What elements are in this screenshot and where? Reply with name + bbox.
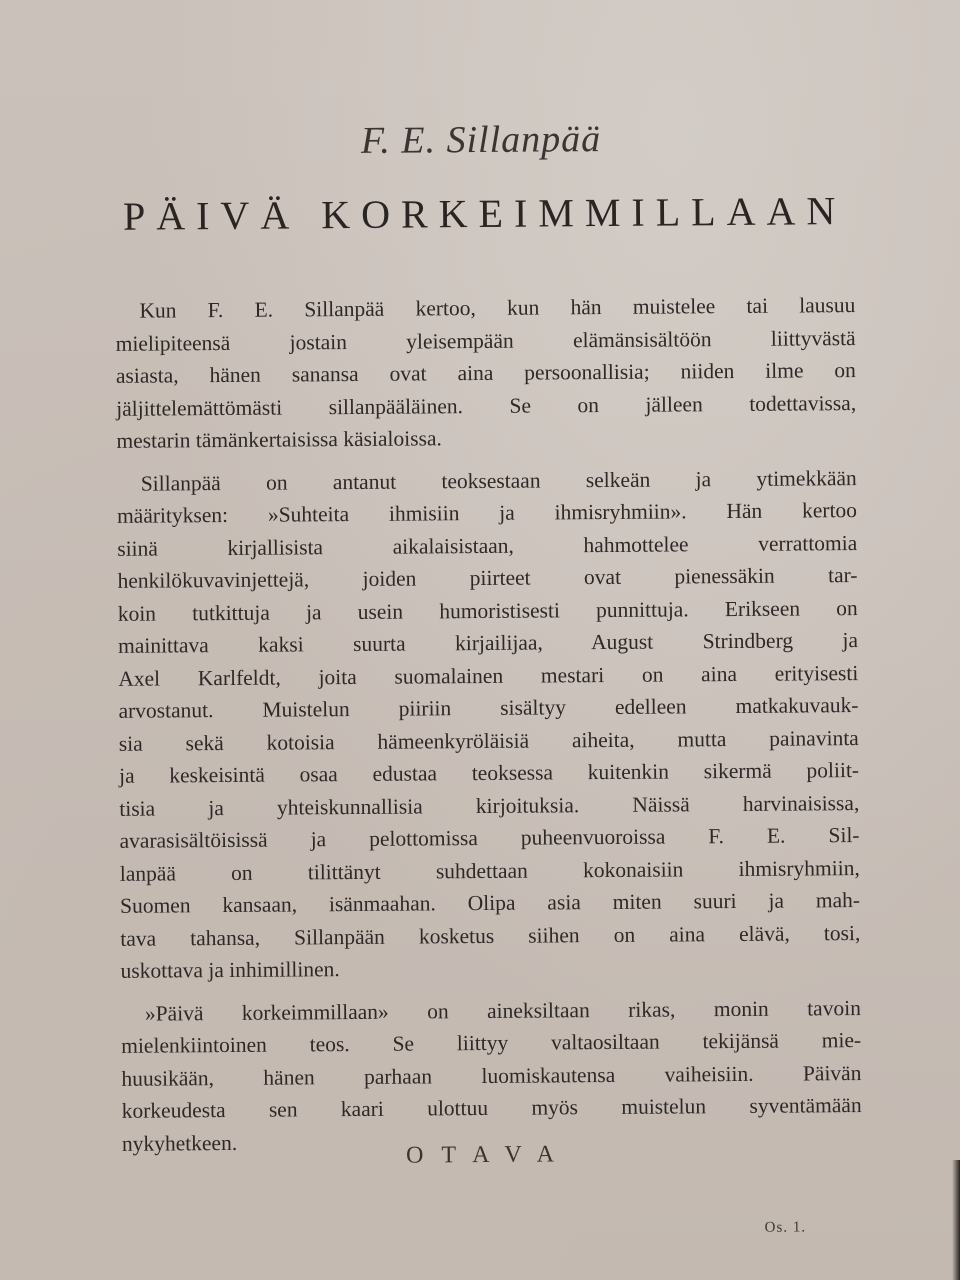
text-line: tisia ja yhteiskunnallisia kirjoituksia. Näissä harvinaisissa, bbox=[119, 790, 860, 821]
text-line: asiasta, hänen sanansa ovat aina persoonallisia; niiden ilme on bbox=[115, 358, 856, 388]
text-line: määrityksen: »Suhteita ihmisiin ja ihmisryhmiin». Hän kertoo bbox=[116, 498, 858, 528]
text-line: mielenkiintoinen teos. Se liittyy valtaosiltaan tekijänsä mie- bbox=[121, 1028, 862, 1058]
text-line: korkeudesta sen kaari ulottuu myös muistelun syventämään bbox=[121, 1093, 862, 1123]
text-line: sia sekä kotoisia hämeenkyröläisiä aiheita, mutta painavinta bbox=[118, 725, 859, 756]
text-line: jäljittelemättömästi sillanpääläinen. Se on jälleen todettavissa, bbox=[116, 390, 857, 421]
text-line: ja keskeisintä osaa edustaa teoksessa kuitenkin sikermä poliit- bbox=[118, 758, 860, 788]
text-line: uskottava ja inhimillinen. bbox=[120, 957, 340, 983]
blurb-text bbox=[115, 289, 862, 1160]
paragraph-3 bbox=[121, 992, 862, 1160]
book-title: PÄIVÄ KORKEIMMILLAAN bbox=[122, 188, 847, 239]
text-line: »Päivä korkeimmillaan» on aineksiltaan rikas, monin tavoin bbox=[144, 995, 861, 1026]
text-line: mainittava kaksi suurta kirjailijaa, August Strindberg ja bbox=[117, 628, 859, 658]
text-line: Axel Karlfeldt, joita suomalainen mestari on aina erityisesti bbox=[118, 660, 859, 691]
text-line: mestarin tämänkertaisissa käsialoissa. bbox=[116, 426, 442, 453]
text-line: huusikään, hänen parhaan luomiskautensa vaiheisiin. Päivän bbox=[121, 1060, 862, 1091]
text-line: nykyhetkeen. bbox=[121, 1130, 238, 1156]
text-line: arvostanut. Muistelun piiriin sisältyy edelleen matkakuvauk- bbox=[118, 693, 859, 723]
paragraph-2 bbox=[117, 462, 861, 988]
text-line: mielipiteensä jostain yleisempään elämänsisältöön liittyvästä bbox=[115, 325, 856, 356]
text-line: koin tutkittuja ja usein humoristisesti punnittuja. Erikseen on bbox=[117, 595, 858, 626]
text-line: Sillanpää on antanut teoksestaan selkeän ja ytimekkään bbox=[140, 465, 857, 496]
text-line: avarasisältöisissä ja pelottomissa puheenvuoroissa F. E. Sil- bbox=[119, 823, 860, 853]
text-line: Kun F. E. Sillanpää kertoo, kun hän muistelee tai lausuu bbox=[139, 293, 856, 323]
page-edge-shadow bbox=[952, 1160, 960, 1280]
paragraph-1 bbox=[115, 289, 856, 457]
text-line: tava tahansa, Sillanpään kosketus siihen on aina elävä, tosi, bbox=[120, 920, 861, 951]
text-line: lanpää on tilittänyt suhdettaan kokonaisiin ihmisryhmiin, bbox=[119, 855, 860, 886]
text-line: siinä kirjallisista aikalaisistaan, hahmottelee verrattomia bbox=[117, 530, 858, 561]
author-name: F. E. Sillanpää bbox=[360, 118, 602, 162]
signature-mark: Os. 1. bbox=[764, 1219, 807, 1236]
text-line: Suomen kansaan, isänmaahan. Olipa asia miten suuri ja mah- bbox=[119, 888, 861, 918]
publisher-name: OTAVA bbox=[405, 1141, 573, 1169]
text-line: henkilökuvavinjettejä, joiden piirteet ovat pienessäkin tar- bbox=[117, 563, 858, 593]
